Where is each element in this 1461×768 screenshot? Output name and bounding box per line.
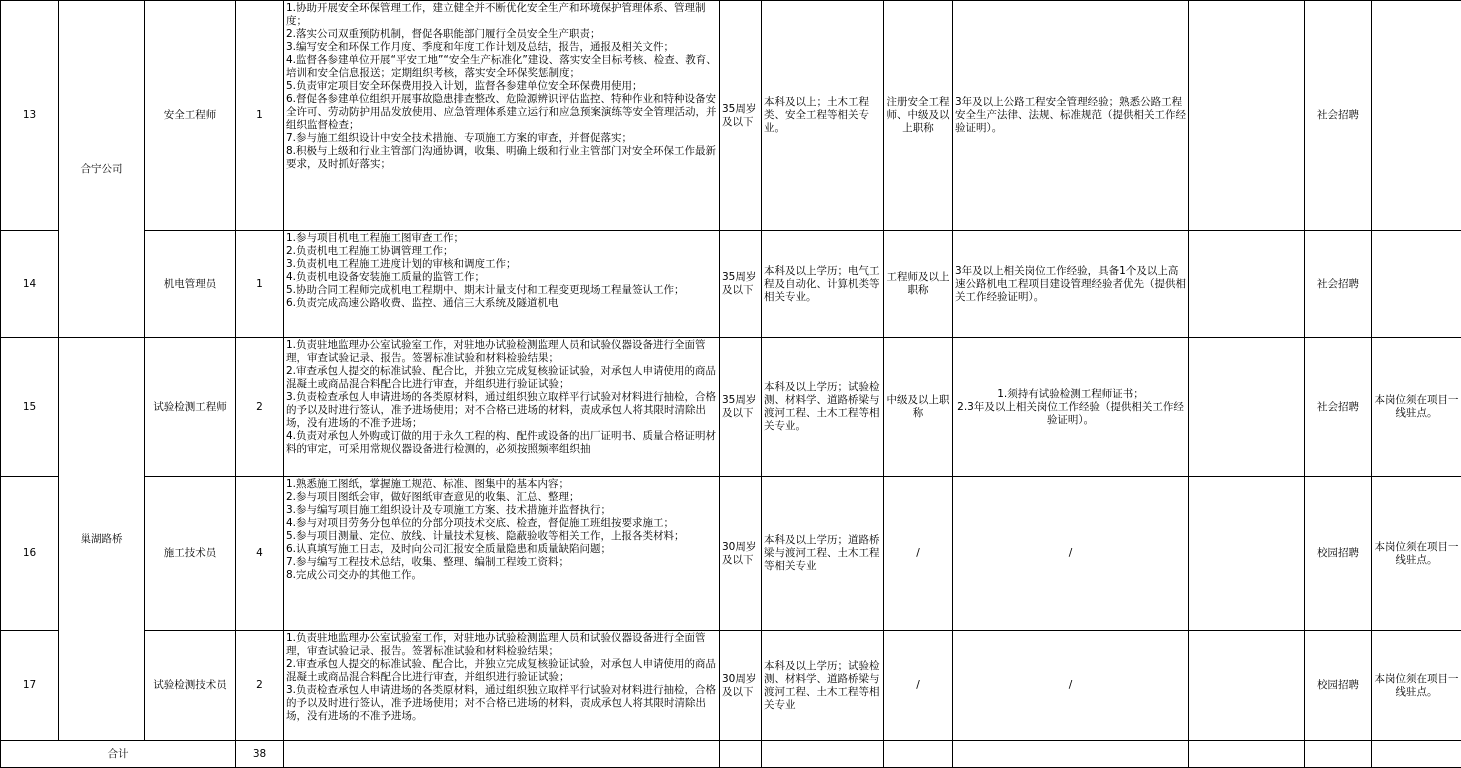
table-row [1,631,1461,741]
title-requirement: / [884,477,953,631]
duty-line: 5.协助合同工程师完成机电工程期中、期末计量支付和工程变更现场工程量签认工作； [286,283,685,296]
duty-line: 2.落实公司双重预防机制，督促各职能部门履行全员安全生产职责； [286,27,601,40]
duty-line: 1.参与项目机电工程施工图审查工作； [286,231,465,244]
note: 本岗位须在项目一线驻点。 [1372,338,1461,477]
duty-line: 6.督促各参建单位组织开展事故隐患排查整改、危险源辨识评估监控、特种作业和特种设备安全许可、劳动防护用品发放使用、应急管理体系建立运行和应急预案演练等安全管理活动，并组织监督检查； [286,92,717,131]
headcount: 4 [236,477,284,631]
education-requirement: 本科及以上；土木工程类、安全工程等相关专业。 [762,1,884,231]
age-requirement: 30周岁及以下 [720,477,762,631]
unit-name: 巢湖路桥 [59,338,145,741]
requirement-line: 2.3年及以上相关岗位工作经验（提供相关工作经验证明）。 [957,400,1184,426]
empty-cell [1372,741,1461,768]
headcount: 2 [236,338,284,477]
duty-line: 1.协助开展安全环保管理工作，建立健全并不断优化安全生产和环境保护管理体系、管理制度； [286,1,706,27]
job-duties [284,338,720,477]
duty-line: 7.参与施工组织设计中安全技术措施、专项施工方案的审查，并督促落实； [286,131,633,144]
recruit-type: 校园招聘 [1305,631,1372,741]
age-requirement: 35周岁及以下 [720,231,762,338]
total-label: 合计 [1,741,236,768]
duty-line: 6.负责完成高速公路收费、监控、通信三大系统及隧道机电 [286,296,559,309]
duty-line: 2.审查承包人提交的标准试验、配合比，并独立完成复核验证试验，对承包人申请使用的商品混凝土或商品混合料配合比进行审查，并组织进行验证试验； [286,364,717,390]
duty-line: 4.监督各参建单位开展“平安工地”“安全生产标准化”建设、落实安全目标考核、检查、教育、培训和安全信息报送；定期组织考核，落实安全环保奖惩制度； [286,53,717,79]
other-requirement: 3年及以上相关岗位工作经验，具备1个及以上高速公路机电工程项目建设管理经验者优先（提供相关工作经验证明）。 [953,231,1189,338]
empty-cell [1189,477,1305,631]
duty-line: 7.参与编写工程技术总结，收集、整理、编制工程竣工资料； [286,555,570,568]
row-number: 14 [1,231,59,338]
recruit-type: 社会招聘 [1305,231,1372,338]
empty-cell [1189,741,1305,768]
empty-cell [953,741,1189,768]
duty-line: 2.参与项目图纸会审，做好图纸审查意见的收集、汇总、整理； [286,490,580,503]
job-duties [284,1,720,231]
duty-line: 1.负责驻地监理办公室试验室工作，对驻地办试验检测监理人员和试验仪器设备进行全面管理，审查试验记录、报告。签署标准试验和材料检验结果； [286,338,706,364]
other-requirement: / [953,477,1189,631]
duty-line: 2.审查承包人提交的标准试验、配合比，并独立完成复核验证试验，对承包人申请使用的商品混凝土或商品混合料配合比进行审查，并组织进行验证试验； [286,657,717,683]
duty-line: 4.参与对项目劳务分包单位的分部分项技术交底、检查，督促施工班组按要求施工； [286,516,675,529]
empty-cell [1189,1,1305,231]
duty-line: 8.完成公司交办的其他工作。 [286,568,423,581]
duty-line: 3.负责检查承包人申请进场的各类原材料，通过组织独立取样平行试验对材料进行抽检，合格的予以及时进行签认，准予进场使用；对不合格已进场的材料，责成承包人将其限时清除出场，没有进场的不准予进场； [286,390,717,429]
other-requirement [953,338,1189,477]
table-row [1,231,1461,338]
table-row [1,477,1461,631]
duty-line: 2.负责机电工程施工协调管理工作； [286,244,454,257]
empty-cell [284,741,720,768]
empty-cell [1189,631,1305,741]
recruit-type: 社会招聘 [1305,1,1372,231]
job-duties [284,631,720,741]
recruit-type: 校园招聘 [1305,477,1372,631]
education-requirement: 本科及以上学历；电气工程及自动化、计算机类等相关专业。 [762,231,884,338]
other-requirement: 3年及以上公路工程安全管理经验；熟悉公路工程安全生产法律、法规、标准规范（提供相关工作经验证明）。 [953,1,1189,231]
title-requirement: 中级及以上职称 [884,338,953,477]
other-requirement: / [953,631,1189,741]
table-row [1,1,1461,231]
age-requirement: 30周岁及以下 [720,631,762,741]
headcount: 1 [236,231,284,338]
row-number: 13 [1,1,59,231]
duty-line: 4.负责对承包人外购或订做的用于永久工程的构、配件或设备的出厂证明书、质量合格证明材料的审定，可采用常规仪器设备进行检测的，必须按照频率组织抽 [286,429,717,455]
position-name: 施工技术员 [145,477,236,631]
empty-cell [720,741,762,768]
row-number: 15 [1,338,59,477]
note [1372,1,1461,231]
table-row [1,338,1461,477]
age-requirement: 35周岁及以下 [720,1,762,231]
row-number: 17 [1,631,59,741]
empty-cell [884,741,953,768]
duty-line: 3.负责机电工程施工进度计划的审核和调度工作； [286,257,517,270]
total-value: 38 [236,741,284,768]
duty-line: 1.负责驻地监理办公室试验室工作，对驻地办试验检测监理人员和试验仪器设备进行全面管理，审查试验记录、报告。签署标准试验和材料检验结果； [286,631,706,657]
job-duties [284,477,720,631]
duty-line: 5.参与项目测量、定位、放线、计量技术复核、隐蔽验收等相关工作，上报各类材料； [286,529,685,542]
note: 本岗位须在项目一线驻点。 [1372,477,1461,631]
empty-cell [1189,231,1305,338]
empty-cell [762,741,884,768]
row-number: 16 [1,477,59,631]
duty-line: 4.负责机电设备安装施工质量的监管工作； [286,270,486,283]
position-name: 机电管理员 [145,231,236,338]
duty-line: 1.熟悉施工图纸，掌握施工规范、标准、图集中的基本内容； [286,477,570,490]
headcount: 2 [236,631,284,741]
total-row [1,741,1461,768]
job-duties [284,231,720,338]
title-requirement: / [884,631,953,741]
position-name: 试验检测技术员 [145,631,236,741]
education-requirement: 本科及以上学历；试验检测、材料学、道路桥梁与渡河工程、土木工程等相关专业 [762,631,884,741]
requirement-line: 1.须持有试验检测工程师证书； [997,387,1144,400]
title-requirement: 工程师及以上职称 [884,231,953,338]
note [1372,231,1461,338]
note: 本岗位须在项目一线驻点。 [1372,631,1461,741]
title-requirement: 注册安全工程师、中级及以上职称 [884,1,953,231]
duty-line: 6.认真填写施工日志，及时向公司汇报安全质量隐患和质量缺陷问题； [286,542,612,555]
duty-line: 3.编写安全和环保工作月度、季度和年度工作计划及总结，报告，通报及相关文件； [286,40,675,53]
duty-line: 8.积极与上级和行业主管部门沟通协调，收集、明确上级和行业主管部门对安全环保工作最新要求，及时抓好落实； [286,144,717,170]
empty-cell [1305,741,1372,768]
education-requirement: 本科及以上学历；道路桥梁与渡河工程、土木工程等相关专业 [762,477,884,631]
duty-line: 3.负责检查承包人申请进场的各类原材料，通过组织独立取样平行试验对材料进行抽检，合格的予以及时进行签认，准予进场使用；对不合格已进场的材料，责成承包人将其限时清除出场，没有进场的不准予进场。 [286,683,717,722]
unit-name: 合宁公司 [59,1,145,338]
duty-line: 3.参与编写项目施工组织设计及专项施工方案、技术措施并监督执行； [286,503,612,516]
age-requirement: 35周岁及以下 [720,338,762,477]
position-name: 试验检测工程师 [145,338,236,477]
education-requirement: 本科及以上学历；试验检测、材料学、道路桥梁与渡河工程、土木工程等相关专业。 [762,338,884,477]
empty-cell [1189,338,1305,477]
recruit-type: 社会招聘 [1305,338,1372,477]
headcount: 1 [236,1,284,231]
position-name: 安全工程师 [145,1,236,231]
duty-line: 5.负责审定项目安全环保费用投入计划，监督各参建单位安全环保费用使用； [286,79,643,92]
